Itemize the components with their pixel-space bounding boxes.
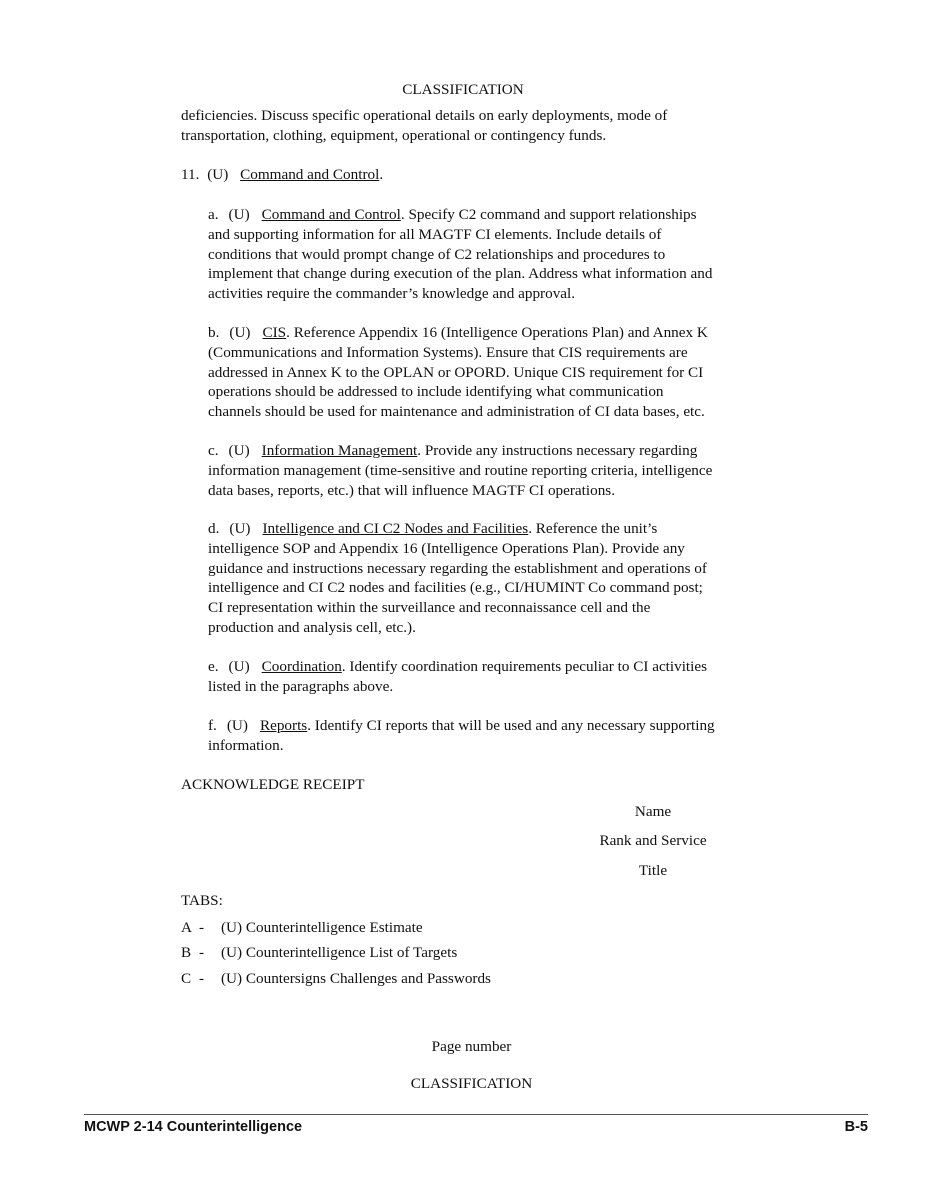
subpara-marking: (U) — [228, 206, 250, 223]
intro-paragraph — [181, 106, 781, 146]
subpara-marking: (U) — [229, 324, 251, 341]
tab-text: (U) Countersigns Challenges and Passwords — [221, 970, 491, 987]
section-number: 11. — [181, 166, 200, 183]
subpara-line: information. — [208, 736, 284, 754]
subpara-line: addressed in Annex K to the OPLAN or OPORD. Unique CIS requirement for CI — [208, 363, 704, 381]
footer-classification: CLASSIFICATION — [410, 1075, 533, 1092]
tab-text: (U) Counterintelligence Estimate — [221, 919, 423, 936]
subpara-label: b. — [208, 324, 220, 341]
tab-letter: A — [181, 919, 192, 936]
subpara-line: . Reference the unit’s — [528, 520, 658, 537]
subpara-c — [208, 441, 768, 500]
subpara-line: channels should be used for maintenance and administration of CI data bases, etc. — [208, 403, 705, 421]
acknowledge-receipt: ACKNOWLEDGE RECEIPT — [181, 776, 365, 793]
tab-letter: C — [181, 970, 192, 987]
subpara-line: guidance and instructions necessary regarding the establishment and operations of — [208, 559, 707, 577]
header-classification: CLASSIFICATION — [402, 81, 524, 98]
footer-divider — [84, 1114, 868, 1115]
subpara-line: . Identify CI reports that will be used and any necessary supporting — [307, 717, 715, 734]
subpara-line: listed in the paragraphs above. — [208, 677, 394, 695]
subpara-line: activities require the commander’s knowledge and approval. — [208, 285, 576, 303]
footer-page-number: B-5 — [844, 1119, 868, 1135]
section-title-suffix: . — [379, 166, 384, 183]
subpara-line: intelligence SOP and Appendix 16 (Intelligence Operations Plan). Provide any — [208, 539, 685, 557]
subpara-line: operations should be addressed to include identifying what communication — [208, 383, 664, 401]
signature-rank: Rank and Service — [599, 832, 707, 849]
signature-title: Title — [638, 862, 668, 879]
subpara-line: CI representation within the surveillance and reconnaissance cell and the — [208, 599, 651, 617]
subpara-line: intelligence and CI C2 nodes and facilities (e.g., CI/HUMINT Co command post; — [208, 579, 703, 597]
tabs-heading: TABS: — [181, 892, 223, 909]
subpara-line: . Specify C2 command and support relationships — [400, 206, 697, 223]
section-marking: (U) — [207, 166, 229, 183]
subpara-e — [208, 657, 768, 697]
signature-name: Name — [634, 803, 672, 820]
subpara-f — [208, 716, 768, 756]
footer-publication: MCWP 2-14 Counterintelligence — [84, 1119, 303, 1135]
subpara-title: Coordination — [261, 658, 342, 675]
tab-item — [181, 918, 423, 938]
subpara-d — [208, 519, 768, 638]
subpara-line: . Provide any instructions necessary regarding — [417, 442, 698, 459]
page-number-placeholder: Page number — [431, 1038, 512, 1055]
intro-line: deficiencies. Discuss specific operational details on early deployments, mode of — [181, 107, 668, 124]
tab-text: (U) Counterintelligence List of Targets — [221, 944, 458, 961]
subpara-label: a. — [208, 206, 219, 223]
subpara-line: information management (time-sensitive and routine reporting criteria, intelligence — [208, 461, 713, 479]
section-title: Command and Control — [240, 166, 380, 183]
subpara-line: . Reference Appendix 16 (Intelligence Operations Plan) and Annex K — [286, 324, 708, 341]
subpara-line: (Communications and Information Systems). Ensure that CIS requirements are — [208, 343, 688, 361]
subpara-label: d. — [208, 520, 220, 537]
subpara-line: and supporting information for all MAGTF CI elements. Include details of — [208, 225, 662, 243]
subpara-title: Information Management — [261, 442, 418, 459]
section-11-heading — [181, 165, 383, 185]
subpara-line: . Identify coordination requirements peculiar to CI activities — [341, 658, 708, 675]
subpara-title: Reports — [259, 717, 308, 734]
tab-dash: - — [199, 944, 205, 961]
subpara-marking: (U) — [228, 442, 250, 459]
tab-dash: - — [199, 919, 205, 936]
subpara-title: Intelligence and CI C2 Nodes and Facilities — [262, 520, 529, 537]
subpara-title: Command and Control — [261, 206, 401, 223]
subpara-a — [208, 205, 768, 304]
tab-dash: - — [199, 970, 205, 987]
subpara-label: f. — [208, 717, 217, 734]
subpara-label: e. — [208, 658, 219, 675]
subpara-line: implement that change during execution of the plan. Address what information and — [208, 265, 713, 283]
intro-line: transportation, clothing, equipment, operational or contingency funds. — [181, 126, 607, 144]
tab-item — [181, 943, 457, 963]
tab-item — [181, 969, 491, 989]
subpara-line: production and analysis cell, etc.). — [208, 618, 416, 636]
subpara-marking: (U) — [228, 658, 250, 675]
tab-letter: B — [181, 944, 192, 961]
subpara-line: conditions that would prompt change of C2 relationships and procedures to — [208, 245, 666, 263]
subpara-marking: (U) — [229, 520, 251, 537]
subpara-label: c. — [208, 442, 219, 459]
subpara-marking: (U) — [226, 717, 248, 734]
subpara-title: CIS — [262, 324, 287, 341]
subpara-line: data bases, reports, etc.) that will influence MAGTF CI operations. — [208, 481, 615, 499]
subpara-b — [208, 323, 768, 422]
